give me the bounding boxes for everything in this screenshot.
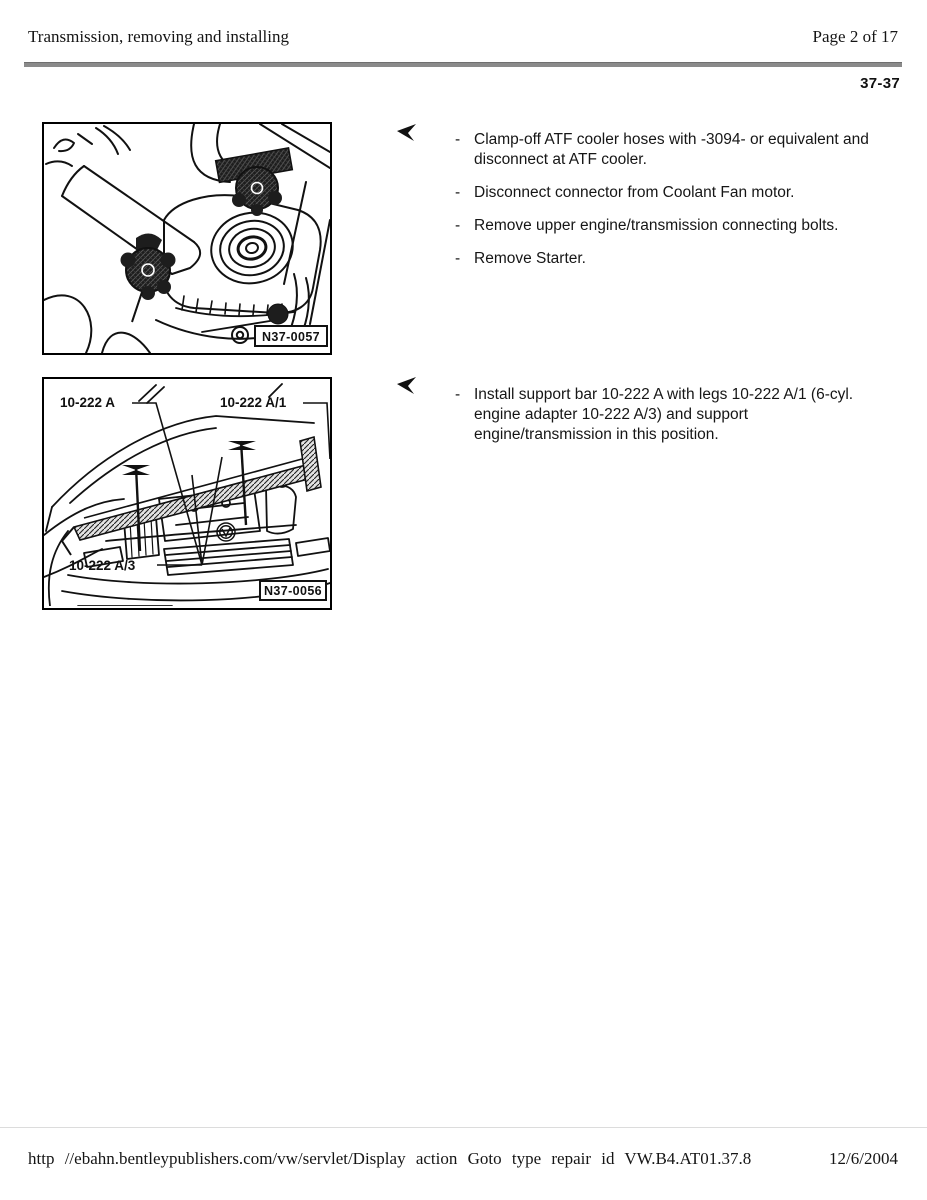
callout-leaders: [132, 403, 330, 565]
list-item: [455, 216, 869, 236]
page-header: [28, 27, 898, 47]
callout-label: 10-222 A: [60, 395, 116, 410]
list-item: [455, 183, 869, 203]
list-item-marker: -: [455, 386, 461, 403]
instruction-list-1: [455, 130, 869, 282]
header-divider: [24, 62, 902, 67]
footer-source: http //ebahn.bentleypublishers.com/vw/servlet/Display action Goto type repair id VW.B4.AT01.37.8: [28, 1149, 752, 1168]
list-item: [455, 385, 869, 445]
vw-emblem: [217, 523, 235, 541]
list-item-marker: -: [455, 217, 461, 234]
bolt-head: [268, 304, 288, 324]
list-item-text: Remove upper engine/transmission connecting bolts.: [474, 217, 839, 234]
figure-n37-0057: [42, 122, 332, 355]
hose-clamp-knob-lower: [121, 233, 176, 322]
list-item-text: Remove Starter.: [474, 250, 586, 267]
list-item: [455, 249, 869, 269]
figure-n37-0056: [42, 377, 332, 610]
callout-label: 10-222 A/1: [220, 395, 287, 410]
list-item: [455, 130, 869, 170]
support-bar-illustration: [44, 379, 330, 606]
list-item-marker: -: [455, 184, 461, 201]
instruction-list-2: [455, 385, 869, 458]
header-page-info: Page 2 of 17: [812, 27, 898, 46]
header-title: Transmission, removing and installing: [28, 27, 289, 46]
footer-divider: [0, 1127, 927, 1128]
support-bar: [62, 437, 321, 555]
list-item-text: Disconnect connector from Coolant Fan motor.: [474, 184, 795, 201]
list-item-marker: -: [455, 250, 461, 267]
pointer-arrow-icon: [397, 124, 417, 142]
figure-id-text: N37-0057: [261, 330, 321, 344]
list-item-marker: -: [455, 131, 461, 148]
section-page-number: 37-37: [860, 75, 900, 92]
figure-id-text: N37-0056: [263, 584, 323, 598]
list-item-text: Install support bar 10-222 A with legs 10-222 A/1 (6-cyl. engine adapter 10-222 A/3) and support engine/transmission in this position.: [474, 386, 854, 443]
footer-date: 12/6/2004: [829, 1149, 898, 1168]
list-item-text: Clamp-off ATF cooler hoses with -3094- or equivalent and disconnect at ATF cooler.: [474, 131, 869, 168]
figure-label: [260, 581, 326, 600]
pointer-arrow-icon: [397, 377, 417, 395]
callout-label: 10-222 A/3: [69, 558, 136, 573]
engine-bay-clamps-illustration: [44, 124, 330, 353]
page-footer: [28, 1149, 898, 1169]
figure-label: [255, 326, 327, 346]
